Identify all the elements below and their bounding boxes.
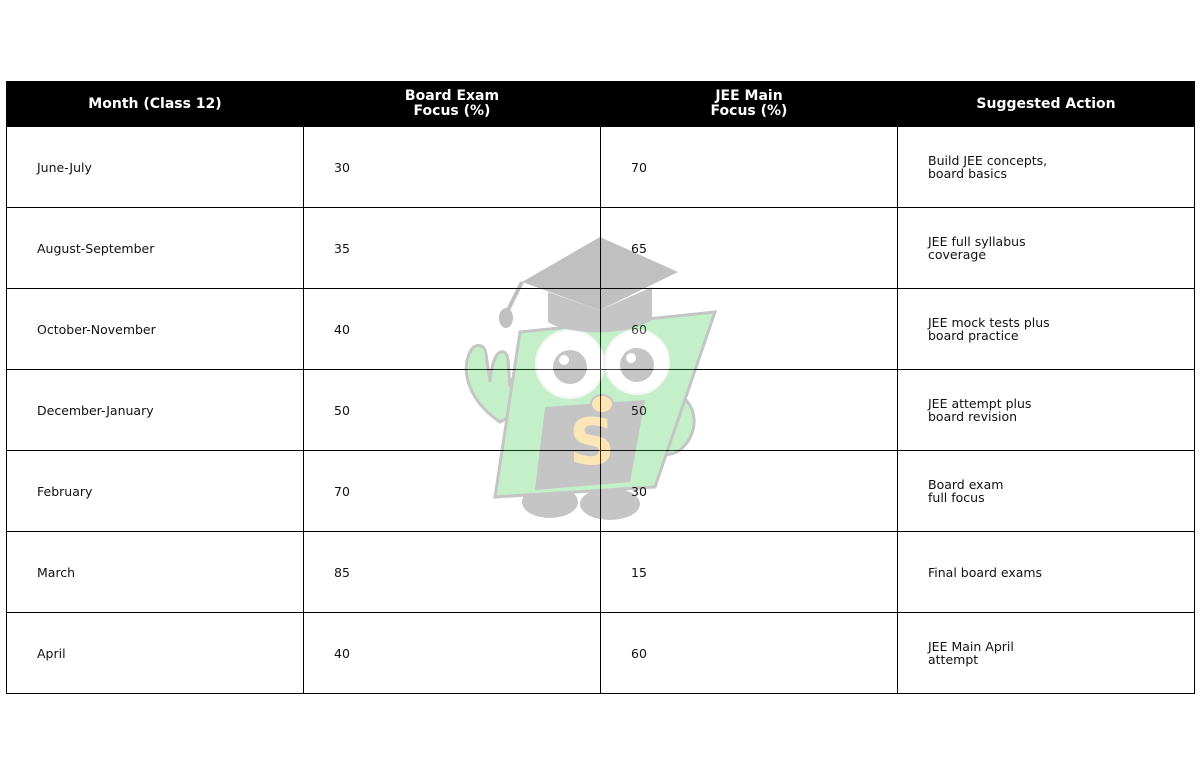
table-row <box>7 289 1195 370</box>
cell-jee-focus: 60 <box>601 289 898 370</box>
cell-board-focus: 40 <box>304 613 601 694</box>
cell-jee-focus: 60 <box>601 613 898 694</box>
cell-month: March <box>7 532 304 613</box>
mascot-letter: S <box>568 406 616 480</box>
cell-jee-focus: 70 <box>601 127 898 208</box>
table-body <box>7 127 1195 694</box>
cell-suggested-action: JEE mock tests plus board practice <box>898 289 1195 370</box>
cell-jee-focus: 50 <box>601 370 898 451</box>
cell-suggested-action: JEE Main April attempt <box>898 613 1195 694</box>
table-row <box>7 208 1195 289</box>
cell-month: February <box>7 451 304 532</box>
header-board-focus: Board Exam Focus (%) <box>304 82 601 127</box>
cell-suggested-action: Final board exams <box>898 532 1195 613</box>
table-header <box>7 82 1195 127</box>
cell-jee-focus: 65 <box>601 208 898 289</box>
study-plan-table-container <box>6 81 1194 694</box>
header-month: Month (Class 12) <box>7 82 304 127</box>
table-row <box>7 532 1195 613</box>
cell-board-focus: 35 <box>304 208 601 289</box>
cell-suggested-action: Build JEE concepts, board basics <box>898 127 1195 208</box>
cell-board-focus: 40 <box>304 289 601 370</box>
header-row <box>7 82 1195 127</box>
cell-jee-focus: 30 <box>601 451 898 532</box>
cell-month: April <box>7 613 304 694</box>
cell-board-focus: 70 <box>304 451 601 532</box>
cell-suggested-action: Board exam full focus <box>898 451 1195 532</box>
cell-suggested-action: JEE full syllabus coverage <box>898 208 1195 289</box>
table-row <box>7 613 1195 694</box>
table-row <box>7 451 1195 532</box>
cell-suggested-action: JEE attempt plus board revision <box>898 370 1195 451</box>
study-plan-table <box>6 81 1195 694</box>
table-row <box>7 127 1195 208</box>
table-row <box>7 370 1195 451</box>
header-suggested-action: Suggested Action <box>898 82 1195 127</box>
cell-board-focus: 85 <box>304 532 601 613</box>
cell-board-focus: 50 <box>304 370 601 451</box>
cell-jee-focus: 15 <box>601 532 898 613</box>
cell-month: October-November <box>7 289 304 370</box>
cell-board-focus: 30 <box>304 127 601 208</box>
cell-month: June-July <box>7 127 304 208</box>
cell-month: August-September <box>7 208 304 289</box>
header-jee-focus: JEE Main Focus (%) <box>601 82 898 127</box>
cell-month: December-January <box>7 370 304 451</box>
